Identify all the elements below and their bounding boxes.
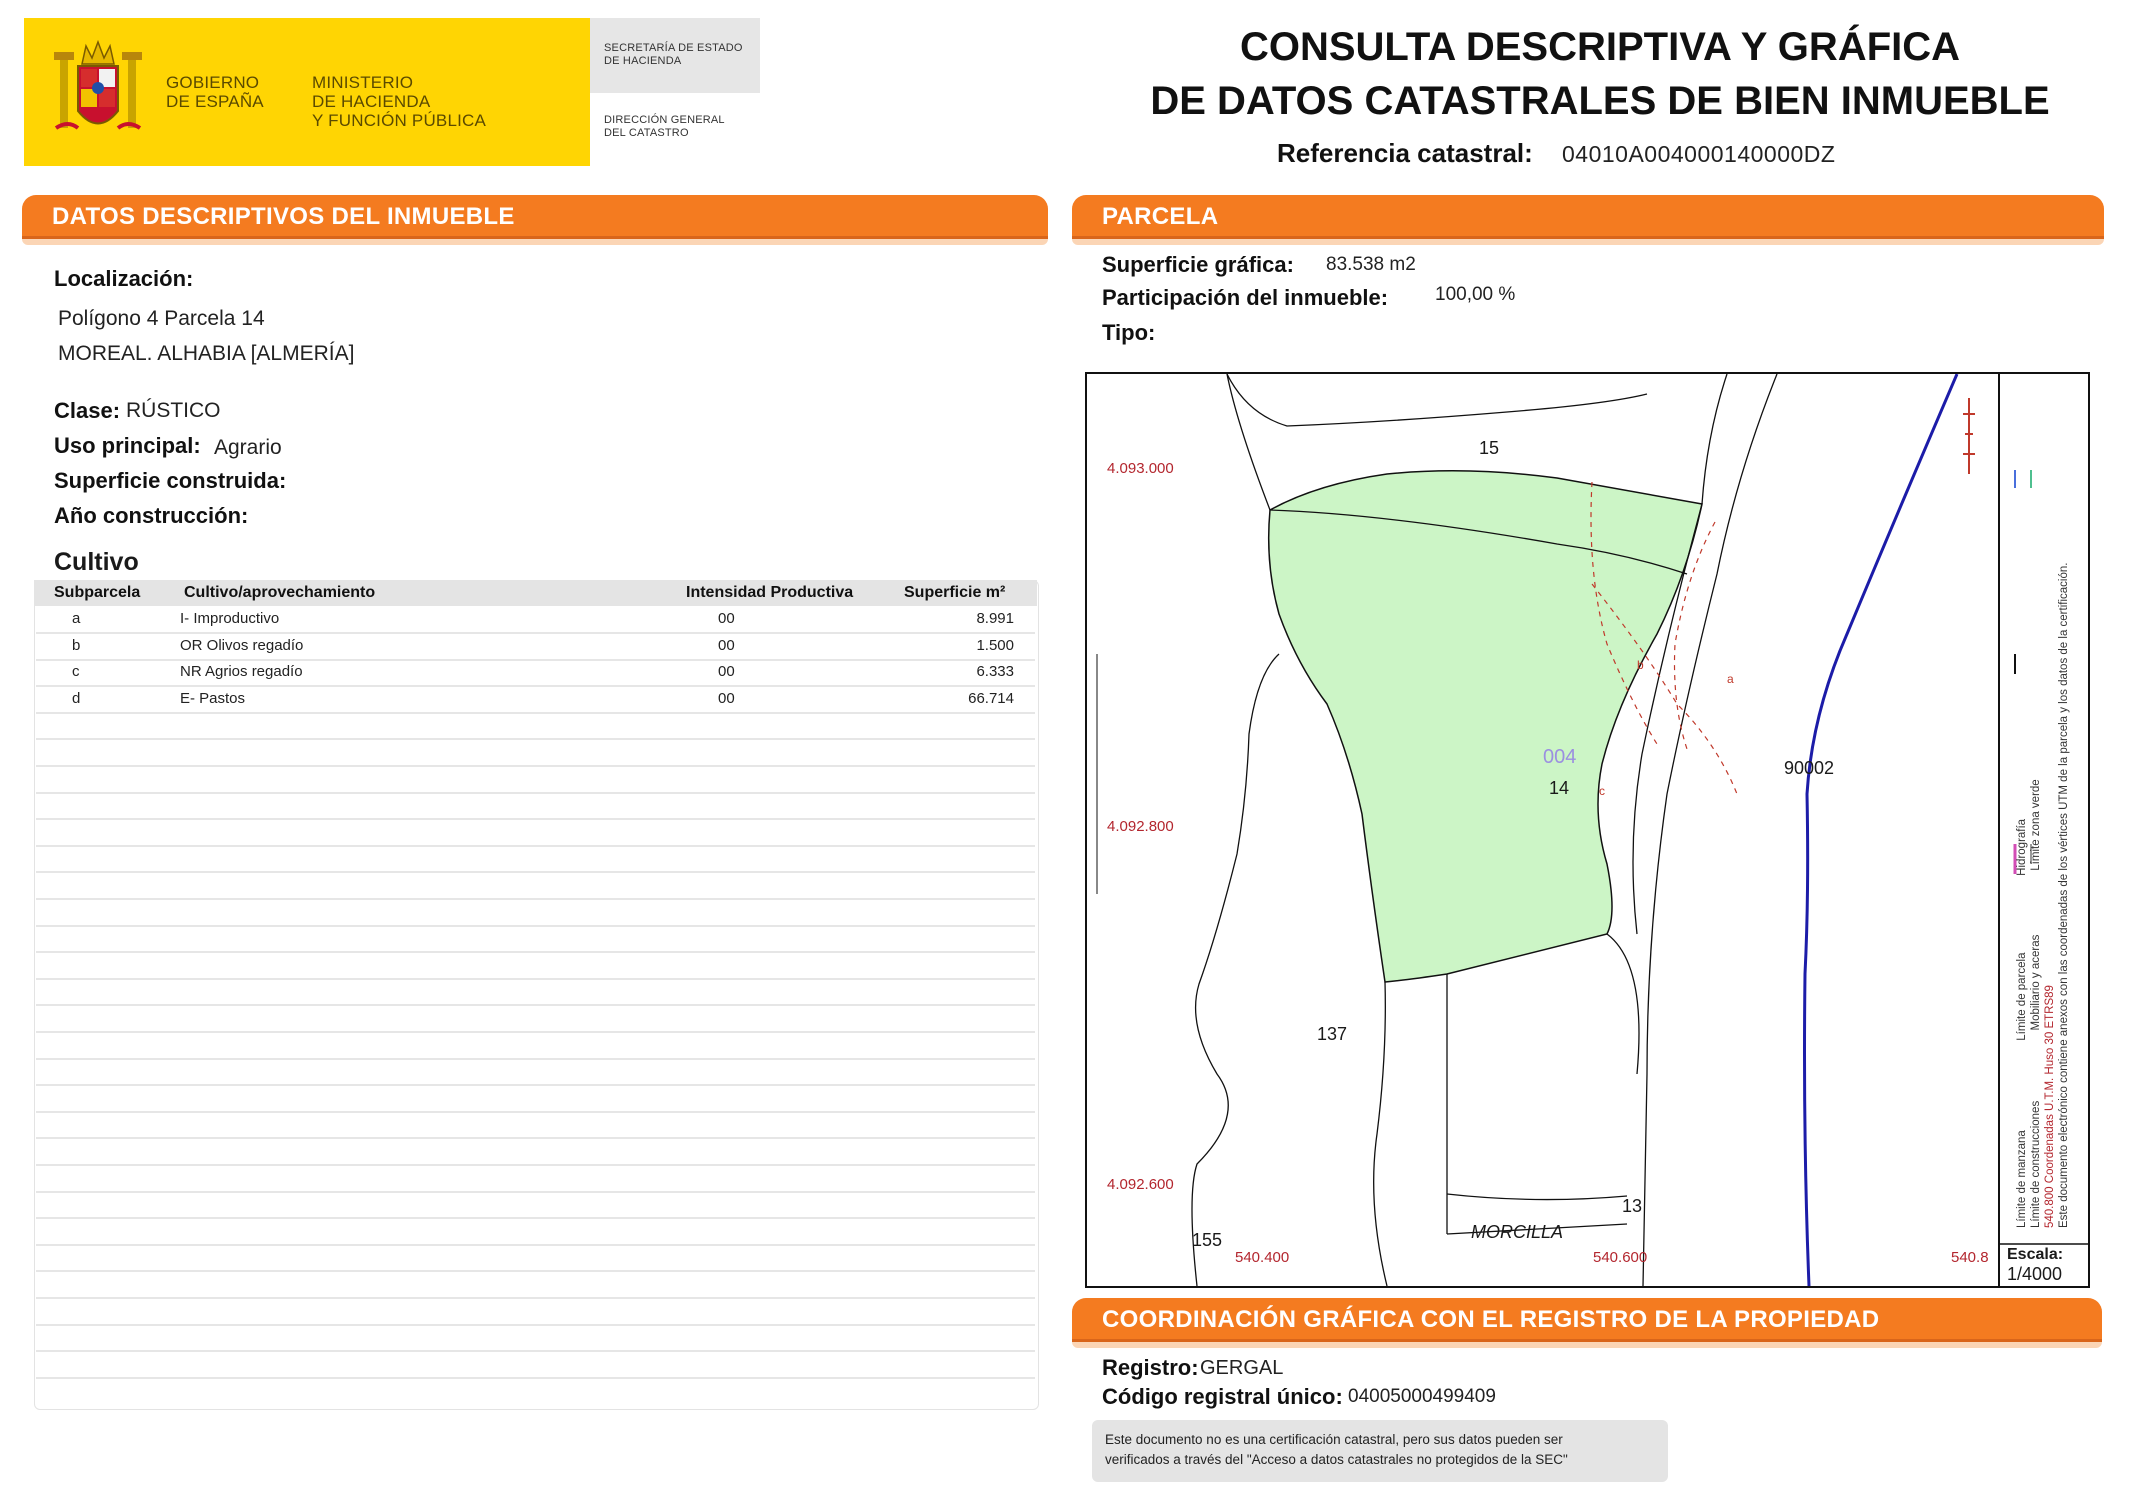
table-row-a-sub: a xyxy=(72,610,81,627)
secretaria-text: SECRETARÍA DE ESTADO DE HACIENDA xyxy=(604,42,743,67)
table-row-divider xyxy=(36,738,1035,740)
table-row-divider xyxy=(36,1377,1035,1379)
place-label-morcilla: MORCILLA xyxy=(1471,1222,1564,1242)
section-header-shadow xyxy=(1072,1342,2102,1348)
ref-catastral-label: Referencia catastral: xyxy=(1277,138,1533,168)
table-row-divider xyxy=(36,1031,1035,1033)
col-header-cultivo: Cultivo/aprovechamiento xyxy=(184,584,376,601)
parcel-label-90002: 90002 xyxy=(1784,758,1835,778)
legend-text-parcela: Límite de parcela xyxy=(2016,952,2028,1041)
superficie-construida-label: Superficie construida: xyxy=(54,468,287,493)
parcel-label-137: 137 xyxy=(1317,1024,1348,1044)
boundary-line xyxy=(1227,374,1647,426)
clase-label: Clase: xyxy=(54,398,121,423)
legend-coords-text: 540.800 Coordenadas U.T.M. Huso 30 ETRS89 xyxy=(2044,985,2056,1228)
localizacion-line1: Polígono 4 Parcela 14 xyxy=(58,307,265,330)
table-row-divider xyxy=(36,712,1035,714)
table-row-divider xyxy=(36,1191,1035,1193)
parcel-14-area xyxy=(1269,471,1702,982)
table-row-divider xyxy=(36,1244,1035,1246)
parcel-label-15: 15 xyxy=(1479,438,1500,458)
col-header-subparcela: Subparcela xyxy=(54,584,141,601)
table-row-divider xyxy=(36,1111,1035,1113)
legend-text-zona-verde: Límite zona verde xyxy=(2030,779,2042,871)
table-row-c-superficie: 6.333 xyxy=(976,663,1014,680)
parcel-label-14: 14 xyxy=(1549,778,1570,798)
boundary-line xyxy=(1374,982,1387,1286)
cadastral-map xyxy=(1085,372,2090,1288)
table-row-divider xyxy=(36,765,1035,767)
codigo-registral-label: Código registral único: xyxy=(1102,1384,1343,1409)
table-row-divider xyxy=(36,978,1035,980)
table-row-c-cultivo: NR Agrios regadío xyxy=(180,663,303,680)
section-header-parcela: PARCELA xyxy=(1072,195,2104,239)
parcel-label-13: 13 xyxy=(1622,1196,1643,1216)
coord-y-label: 4.093.000 xyxy=(1107,460,1174,477)
table-row-divider xyxy=(36,871,1035,873)
scale-value: 1/4000 xyxy=(2007,1264,2063,1284)
col-header-superficie: Superficie m² xyxy=(904,584,1006,601)
table-row-divider xyxy=(36,898,1035,900)
col-header-intensidad: Intensidad Productiva xyxy=(686,584,854,601)
table-row-divider xyxy=(36,1350,1035,1352)
section-header-shadow xyxy=(1072,239,2104,245)
localizacion-label: Localización: xyxy=(54,266,194,291)
participacion-value: 100,00 % xyxy=(1435,284,1516,305)
table-row-a-intensidad: 00 xyxy=(718,610,735,627)
coord-x-label: 540.600 xyxy=(1593,1249,1648,1266)
coord-x-label: 540.400 xyxy=(1235,1249,1290,1266)
parcel-label-155: 155 xyxy=(1192,1230,1223,1250)
north-arrow-icon xyxy=(1963,398,1975,474)
table-row-divider xyxy=(36,925,1035,927)
table-row-a-superficie: 8.991 xyxy=(976,610,1014,627)
section-header-shadow xyxy=(22,239,1048,245)
subparcel-label-a: a xyxy=(1727,672,1734,686)
table-row-b-sub: b xyxy=(72,637,81,654)
table-row-divider xyxy=(36,1270,1035,1272)
page-title: CONSULTA DESCRIPTIVA Y GRÁFICA DE DATOS CATASTRALES DE BIEN INMUEBLE xyxy=(1150,25,2050,123)
table-row-d-cultivo: E- Pastos xyxy=(180,690,246,707)
registro-label: Registro: xyxy=(1102,1355,1199,1380)
section-header-datos-descriptivos: DATOS DESCRIPTIVOS DEL INMUEBLE xyxy=(22,195,1048,239)
table-row-c-sub: c xyxy=(72,663,80,680)
uso-principal-value: Agrario xyxy=(214,436,282,459)
table-row-b-cultivo: OR Olivos regadío xyxy=(180,637,304,654)
table-row-divider xyxy=(36,1217,1035,1219)
boundary-line xyxy=(1192,654,1279,1286)
table-row-a-cultivo: I- Improductivo xyxy=(180,610,280,627)
table-row-divider xyxy=(36,1137,1035,1139)
ref-catastral-value: 04010A004000140000DZ xyxy=(1562,141,1836,167)
map-legend xyxy=(1999,374,2087,1242)
registro-value: GERGAL xyxy=(1200,1357,1284,1379)
legend-text-construcciones: Límite de construcciones xyxy=(2030,1100,2042,1228)
legend-note-text: Este documento electrónico contiene anexos con las coordenadas de los vértices UTM de la parcela y los datos de la certificación. xyxy=(2058,562,2070,1228)
table-row-divider xyxy=(36,685,1035,687)
table-row-c-intensidad: 00 xyxy=(718,663,735,680)
coat-of-arms-icon xyxy=(48,36,148,146)
boundary-line xyxy=(1607,934,1639,1074)
river-line xyxy=(1805,374,1958,1286)
map-drawing xyxy=(1087,374,2088,1286)
legend-text-manzana: Límite de manzana xyxy=(2016,1130,2028,1228)
scale-label: Escala: xyxy=(2007,1246,2064,1263)
section-header-coordinacion: COORDINACIÓN GRÁFICA CON EL REGISTRO DE LA PROPIEDAD xyxy=(1072,1298,2102,1342)
table-row-d-sub: d xyxy=(72,690,81,707)
subparcel-label-c: c xyxy=(1599,784,1605,798)
table-row-divider xyxy=(36,792,1035,794)
superficie-grafica-label: Superficie gráfica: xyxy=(1102,252,1294,277)
polygon-label: 004 xyxy=(1543,746,1577,768)
codigo-registral-value: 04005000499409 xyxy=(1348,1386,1496,1407)
table-row-divider xyxy=(36,1058,1035,1060)
table-row-divider xyxy=(36,1004,1035,1006)
coord-x-label: 540.8 xyxy=(1951,1249,1989,1266)
boundary-line xyxy=(1702,374,1727,504)
table-row-divider xyxy=(36,1297,1035,1299)
localizacion-line2: MOREAL. ALHABIA [ALMERÍA] xyxy=(58,342,355,365)
table-row-divider xyxy=(36,1324,1035,1326)
table-row-divider xyxy=(36,818,1035,820)
table-row-d-superficie: 66.714 xyxy=(968,690,1014,707)
table-row-divider xyxy=(36,659,1035,661)
boundary-line xyxy=(1447,1194,1627,1200)
uso-principal-label: Uso principal: xyxy=(54,433,201,458)
coord-y-label: 4.092.600 xyxy=(1107,1176,1174,1193)
ministerio-text: MINISTERIO DE HACIENDA Y FUNCIÓN PÚBLICA xyxy=(312,73,487,130)
superficie-grafica-value: 83.538 m2 xyxy=(1326,254,1416,275)
boundary-line xyxy=(1227,374,1270,510)
table-row-d-intensidad: 00 xyxy=(718,690,735,707)
coord-y-label: 4.092.800 xyxy=(1107,818,1174,835)
direccion-catastro-text: DIRECCIÓN GENERAL DEL CATASTRO xyxy=(604,114,725,139)
table-row-divider xyxy=(36,951,1035,953)
table-row-divider xyxy=(36,845,1035,847)
gobierno-text: GOBIERNO DE ESPAÑA xyxy=(166,73,264,111)
clase-value: RÚSTICO xyxy=(126,399,221,422)
tipo-label: Tipo: xyxy=(1102,320,1156,345)
table-row-divider xyxy=(36,1164,1035,1166)
anio-construccion-label: Año construcción: xyxy=(54,503,249,528)
cultivo-title: Cultivo xyxy=(54,548,139,576)
table-row-divider xyxy=(36,632,1035,634)
table-row-b-superficie: 1.500 xyxy=(976,637,1014,654)
legend-text-mobiliario: Mobiliario y aceras xyxy=(2030,934,2042,1031)
table-row-divider xyxy=(36,1084,1035,1086)
table-row-b-intensidad: 00 xyxy=(718,637,735,654)
subparcel-label-b: b xyxy=(1637,658,1644,672)
disclaimer-text: Este documento no es una certificación catastral, pero sus datos pueden ser verificados a través del "Acceso a datos catastrales no protegidos de la SEC" xyxy=(1105,1432,1568,1467)
legend-text-hidrografia: Hidrografía xyxy=(2016,818,2028,876)
participacion-label: Participación del inmueble: xyxy=(1102,285,1389,310)
